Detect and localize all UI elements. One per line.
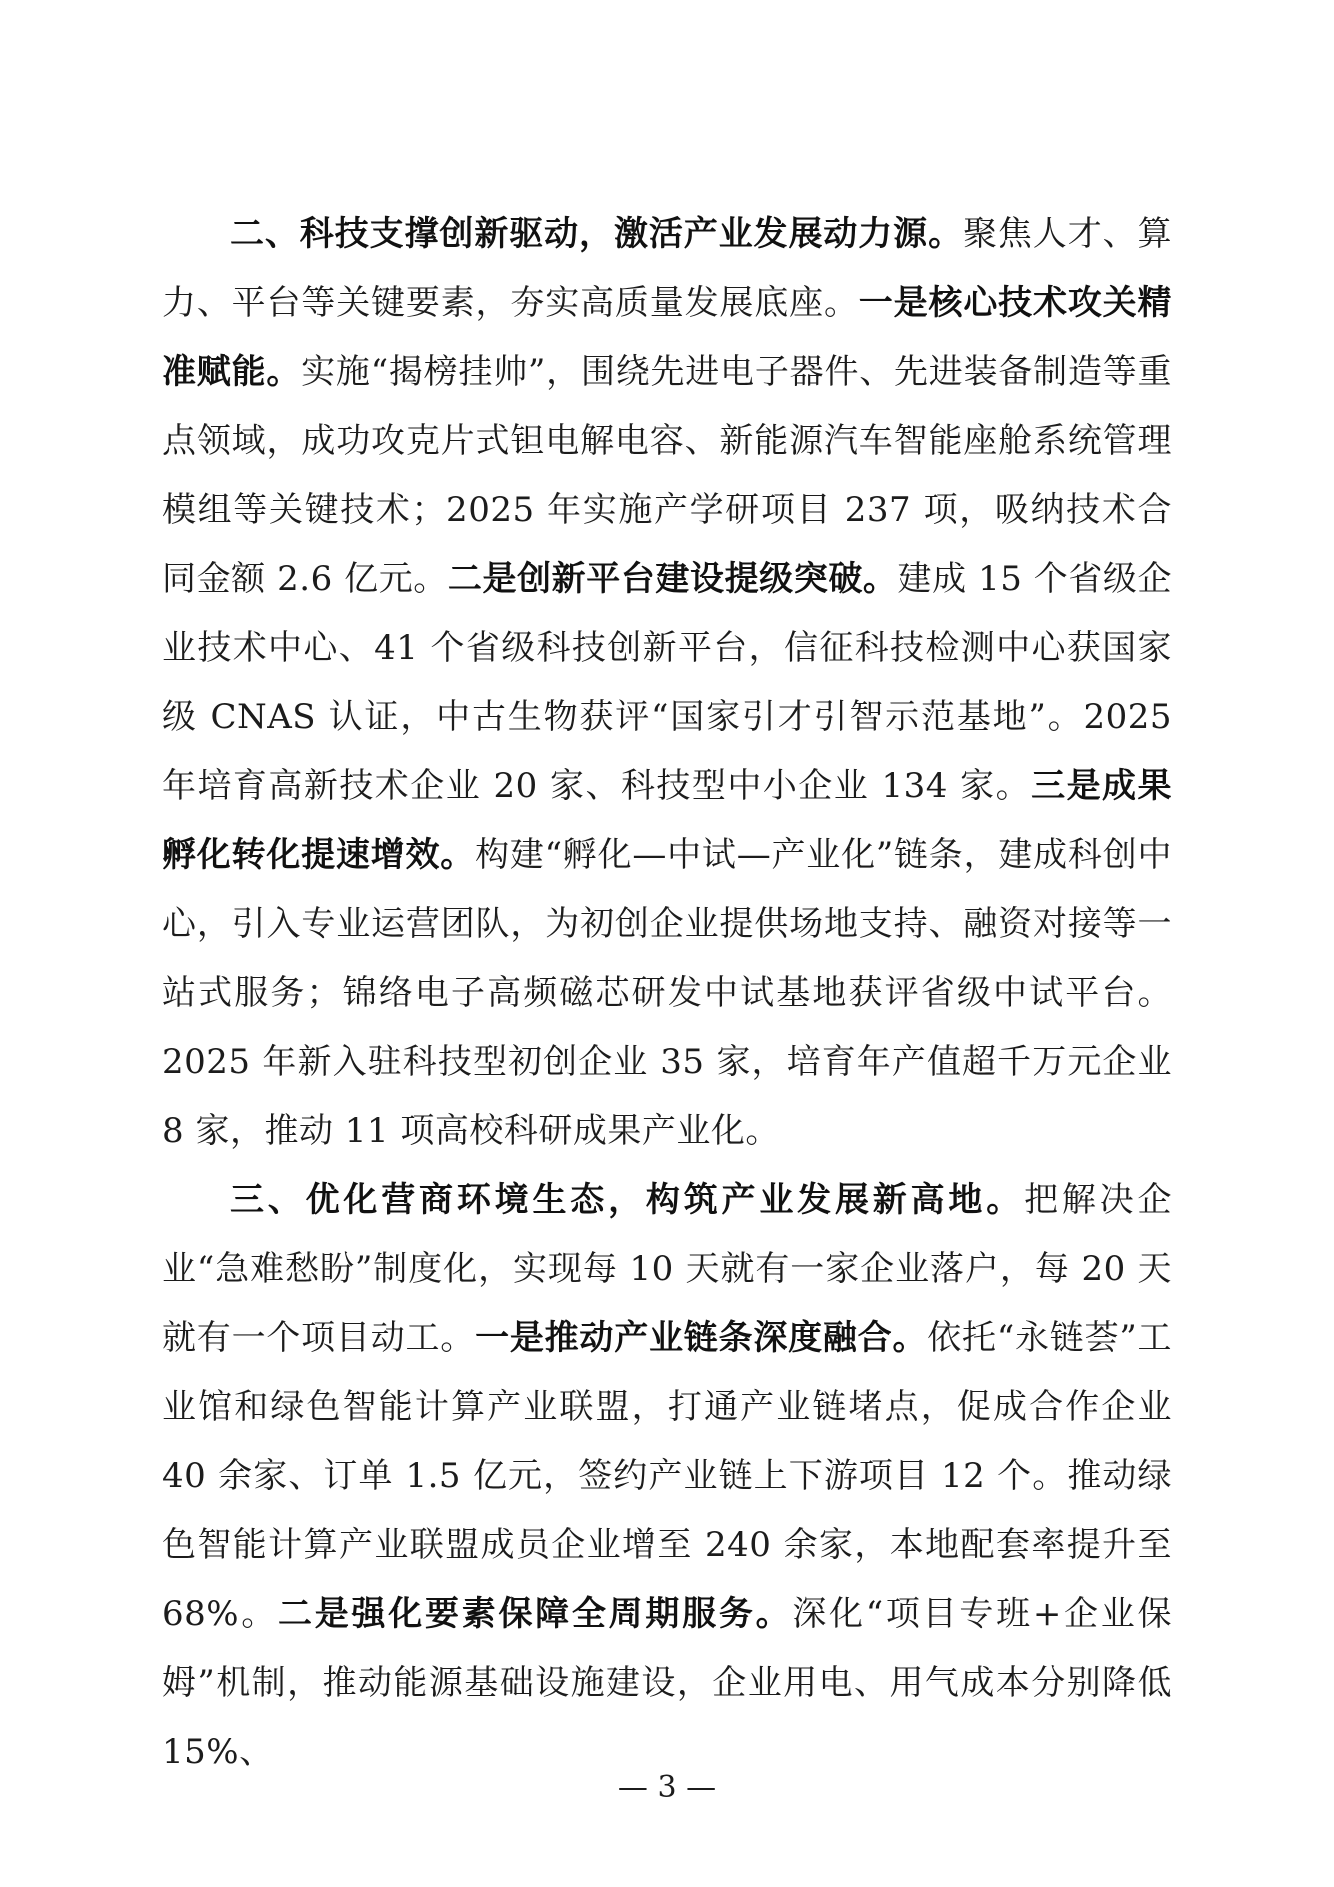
subheading: 一是核心技术攻关精准赋能。 — [162, 283, 1173, 392]
body-text: 建成 15 个省级企业技术中心、41 个省级科技创新平台，信征科技检测中心获国家级 CNAS 认证，中古生物获评“国家引才引智示范基地”。2025 年培育高新技术企业 20 家、科技型中小企业 134 家。 — [162, 559, 1172, 806]
body-text: 把解决企业“急难愁盼”制度化，实现每 10 天就有一家企业落户，每 20 天就有一个项目动工。 — [162, 1180, 1172, 1358]
section-heading: 三、优化营商环境生态，构筑产业发展新高地。 — [230, 1180, 1025, 1220]
subheading: 二是强化要素保障全周期服务。 — [278, 1594, 793, 1634]
paragraph-section-3 — [162, 1166, 1172, 1787]
subheading: 一是推动产业链条深度融合。 — [475, 1318, 928, 1358]
body-text: 聚焦人才、算力、平台等关键要素，夯实高质量发展底座。 — [162, 214, 1173, 323]
document-body — [162, 200, 1172, 1787]
body-text: 深化“项目专班+企业保姆”机制，推动能源基础设施建设，企业用电、用气成本分别降低 15%、 — [162, 1594, 1173, 1772]
body-text: 实施“揭榜挂帅”，围绕先进电子器件、先进装备制造等重点领域，成功攻克片式钽电解电容、新能源汽车智能座舱系统管理模组等关键技术；2025 年实施产学研项目 237 项，吸纳技术合同金额 2.6 亿元。 — [162, 352, 1173, 599]
page-number: — 3 — — [617, 1770, 717, 1805]
subheading: 三是成果孵化转化提速增效。 — [162, 766, 1173, 875]
body-text: 依托“永链荟”工业馆和绿色智能计算产业联盟，打通产业链堵点，促成合作企业 40 余家、订单 1.5 亿元，签约产业链上下游项目 12 个。推动绿色智能计算产业联盟成员企业增至 240 余家，本地配套率提升至 68%。 — [162, 1318, 1173, 1634]
body-text: 构建“孵化—中试—产业化”链条，建成科创中心，引入专业运营团队，为初创企业提供场地支持、融资对接等一站式服务；锦络电子高频磁芯研发中试基地获评省级中试平台。2025 年新入驻科技型初创企业 35 家，培育年产值超千万元企业 8 家，推动 11 项高校科研成果产业化。 — [162, 835, 1173, 1151]
paragraph-section-2 — [162, 200, 1172, 1166]
section-heading: 二、科技支撑创新驱动，激活产业发展动力源。 — [230, 214, 963, 254]
subheading: 二是创新平台建设提级突破。 — [447, 559, 898, 599]
